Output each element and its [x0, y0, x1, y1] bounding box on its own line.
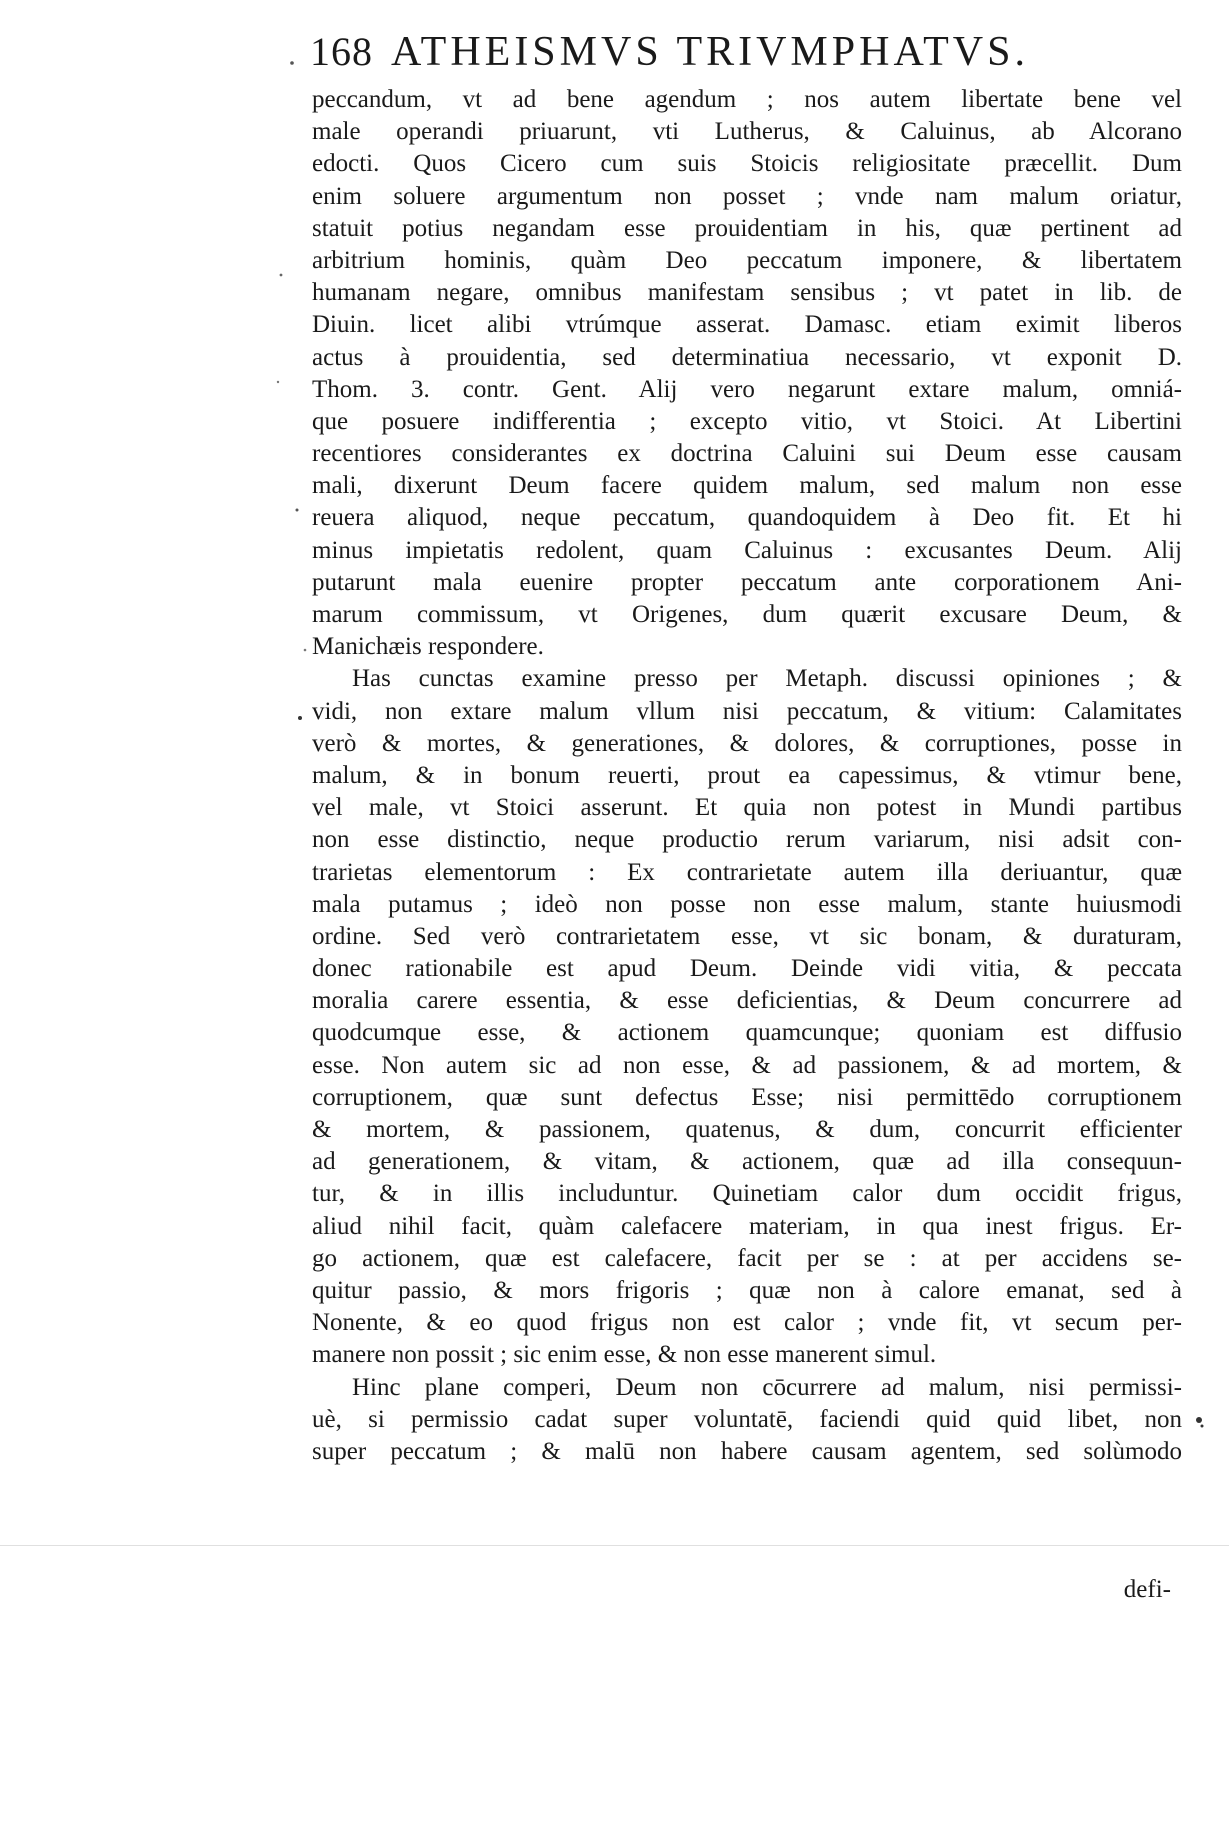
text-line: male operandi priuarunt, vti Lutherus, & Caluinus, ab Alcorano [312, 118, 1182, 146]
text-line: uè, si permissio cadat super voluntatē, faciendi quid quid libet, non [312, 1405, 1182, 1433]
text-line: aliud nihil facit, quàm calefacere materiam, in qua inest frigus. Er- [312, 1212, 1182, 1240]
text-line: humanam negare, omnibus manifestam sensibus ; vt patet in lib. de [312, 279, 1182, 307]
text-line: recentiores considerantes ex doctrina Caluini sui Deum esse causam [312, 440, 1182, 468]
text-line: quitur passio, & mors frigoris ; quæ non à calore emanat, sed à [312, 1276, 1182, 1304]
text-line: moralia carere essentia, & esse deficientias, & Deum concurrere ad [312, 987, 1182, 1015]
text-line: Nonente, & eo quod frigus non est calor ; vnde fit, vt secum per- [312, 1309, 1182, 1337]
text-line: super peccatum ; & malū non habere causam agentem, sed solùmodo [312, 1437, 1182, 1465]
text-line: verò & mortes, & generationes, & dolores, & corruptiones, posse in [312, 729, 1182, 757]
text-line: trarietas elementorum : Ex contrarietate autem illa deriuantur, quæ [312, 858, 1182, 886]
text-line: reuera aliquod, neque peccatum, quandoquidem à Deo fit. Et hi [312, 504, 1182, 532]
running-header [310, 28, 1180, 84]
text-line: actus à prouidentia, sed determinatiua necessario, vt exponit D. [312, 343, 1182, 371]
text-line: vel male, vt Stoici asserunt. Et quia non potest in Mundi partibus [312, 794, 1182, 822]
text-line: ordine. Sed verò contrarietatem esse, vt sic bonam, & duraturam, [312, 922, 1182, 950]
text-line: Hinc plane comperi, Deum non cōcurrere ad malum, nisi permissi- [352, 1373, 1182, 1401]
text-line: ad generationem, & vitam, & actionem, quæ ad illa consequun- [312, 1148, 1182, 1176]
text-line: que posuere indifferentia ; excepto vitio, vt Stoici. At Libertini [312, 407, 1182, 435]
text-line: & mortem, & passionem, quatenus, & dum, concurrit efficienter [312, 1116, 1182, 1143]
text-line: putarunt mala euenire propter peccatum ante corporationem Ani- [312, 568, 1182, 596]
text-line: manere non possit ; sic enim esse, & non esse manerent simul. [312, 1341, 937, 1369]
text-line: non esse distinctio, neque productio rerum variarum, nisi adsit con- [312, 826, 1182, 854]
text-line: edocti. Quos Cicero cum suis Stoicis religiositate præcellit. Dum [312, 150, 1182, 178]
text-line: esse. Non autem sic ad non esse, & ad passionem, & ad mortem, & [312, 1051, 1182, 1079]
catchword: defi- [1123, 1576, 1171, 1603]
text-line: go actionem, quæ est calefacere, facit per se : at per accidens se- [312, 1244, 1182, 1272]
text-line: arbitrium hominis, quàm Deo peccatum imponere, & libertatem [312, 246, 1182, 274]
page-number: 168 [310, 29, 373, 74]
text-line: mali, dixerunt Deum facere quidem malum, sed malum non esse [312, 472, 1182, 500]
text-line: malum, & in bonum reuerti, prout ea capessimus, & vtimur bene, [312, 761, 1182, 789]
scan-edge-line [0, 1545, 1229, 1546]
text-line: minus impietatis redolent, quam Caluinus : excusantes Deum. Alij [312, 536, 1182, 564]
text-line: peccandum, vt ad bene agendum ; nos autem libertate bene vel [312, 86, 1182, 113]
text-line: corruptionem, quæ sunt defectus Esse; nisi permittēdo corruptionem [312, 1083, 1182, 1111]
text-line: Thom. 3. contr. Gent. Alij vero negarunt extare malum, omniá- [312, 375, 1182, 403]
text-line: mala putamus ; ideò non posse non esse malum, stante huiusmodi [312, 890, 1182, 918]
text-line: vidi, non extare malum vllum nisi peccatum, & vitium: Calamitates [312, 697, 1182, 725]
text-line: tur, & in illis includuntur. Quinetiam calor dum occidit frigus, [312, 1180, 1182, 1208]
text-line: Has cunctas examine presso per Metaph. discussi opiniones ; & [352, 665, 1182, 693]
text-line: enim soluere argumentum non posset ; vnde nam malum oriatur, [312, 182, 1182, 210]
text-line: Manichæis respondere. [312, 633, 544, 661]
text-line: donec rationabile est apud Deum. Deinde vidi vitia, & peccata [312, 955, 1182, 983]
text-line: Diuin. licet alibi vtrúmque asserat. Damasc. etiam eximit liberos [312, 311, 1182, 339]
text-line: marum commissum, vt Origenes, dum quærit excusare Deum, & [312, 601, 1182, 628]
text-line: quodcumque esse, & actionem quamcunque; quoniam est diffusio [312, 1019, 1182, 1047]
body-text [312, 84, 1182, 1468]
text-line: statuit potius negandam esse prouidentiam in his, quæ pertinent ad [312, 214, 1182, 242]
running-title: ATHEISMVS TRIVMPHATVS. [391, 29, 1029, 75]
